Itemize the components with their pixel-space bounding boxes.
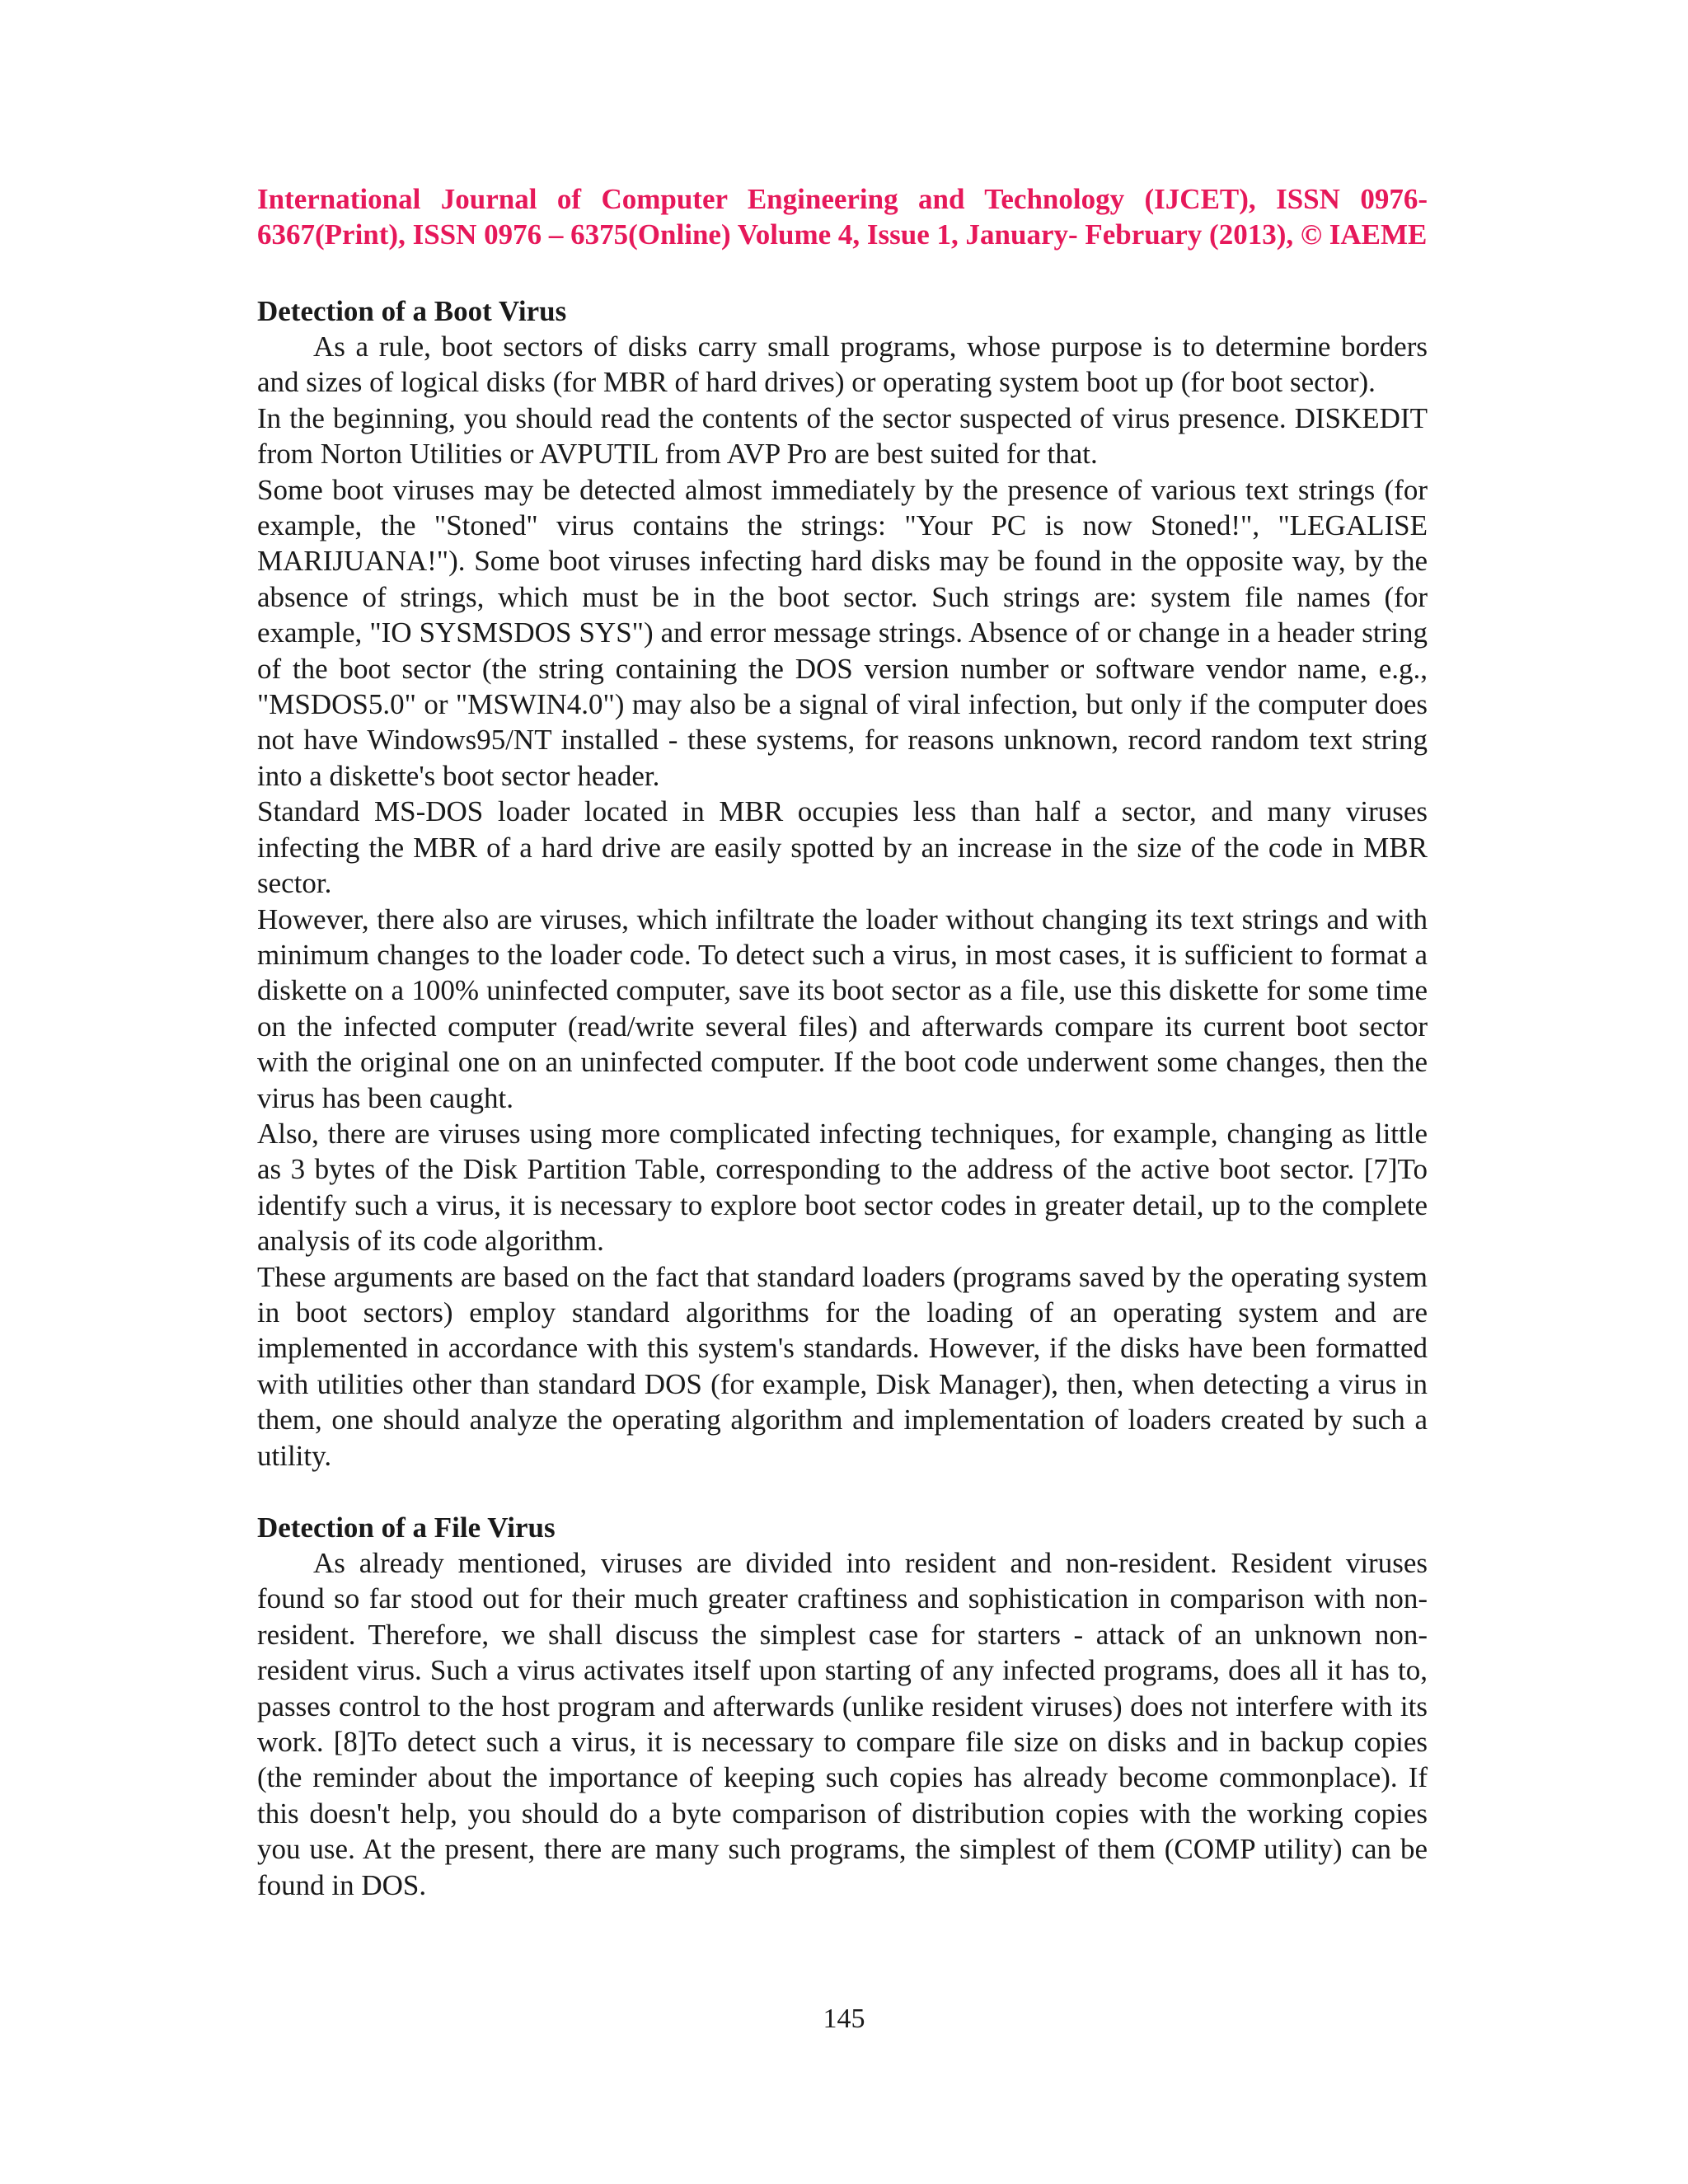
body-paragraph: Some boot viruses may be detected almost immediately by the presence of various text strings (for example, the "Stoned" virus contains the strings: "Your PC is now Stoned!", "LEGALISE MARIJUANA!"). Some boot viruses infecting hard disks may be found in the opposite way, by the absence of strings, which must be in the boot sector. Such strings are: system file names (for example, "IO SYSMSDOS SYS") and error message strings. Absence of or change in a header string of the boot sector (the string containing the DOS version number or software vendor name, e.g., "MSDOS5.0" or "MSWIN4.0") may also be a signal of viral infection, but only if the computer does not have Windows95/NT installed - these systems, for reasons unknown, record random text string into a diskette's boot sector header. [257, 473, 1428, 792]
body-paragraph: Also, there are viruses using more complicated infecting techniques, for example, changing as little as 3 bytes of the Disk Partition Table, corresponding to the address of the active boot sector. [7]To identify such a virus, it is necessary to explore boot sector codes in greater detail, up to the complete analysis of its code algorithm. [257, 1117, 1428, 1258]
body-paragraph: In the beginning, you should read the contents of the sector suspected of virus presence. DISKEDIT from Norton Utilities or AVPUTIL from AVP Pro are best suited for that. [257, 401, 1428, 471]
journal-header: International Journal of Computer Engineering and Technology (IJCET), ISSN 0976-6367(Print), ISSN 0976 – 6375(Online) Volume 4, Issue 1, January- February (2013), © IAEME [257, 183, 1428, 251]
body-paragraph: These arguments are based on the fact that standard loaders (programs saved by the operating system in boot sectors) employ standard algorithms for the loading of an operating system and are implemented in accordance with this system's standards. However, if the disks have been formatted with utilities other than standard DOS (for example, Disk Manager), then, when detecting a virus in them, one should analyze the operating algorithm and implementation of loaders created by such a utility. [257, 1260, 1428, 1472]
section-heading: Detection of a File Virus [257, 1511, 556, 1544]
page-number: 145 [823, 2004, 865, 2034]
section-boot-virus [257, 293, 1428, 1474]
body-paragraph: However, there also are viruses, which infiltrate the loader without changing its text strings and with minimum changes to the loader code. To detect such a virus, in most cases, it is sufficient to format a diskette on a 100% uninfected computer, save its boot sector as a file, use this diskette for some time on the infected computer (read/write several files) and afterwards compare its current boot sector with the original one on an uninfected computer. If the boot code underwent some changes, then the virus has been caught. [257, 902, 1428, 1114]
paper-page [257, 181, 1428, 1903]
body-paragraph: As already mentioned, viruses are divided into resident and non-resident. Resident viruses found so far stood out for their much greater craftiness and sophistication in comparison with non-resident. Therefore, we shall discuss the simplest case for starters - attack of an unknown non-resident virus. Such a virus activates itself upon starting of any infected programs, does all it has to, passes control to the host program and afterwards (unlike resident viruses) does not interfere with its work. [8]To detect such a virus, it is necessary to compare file size on disks and in backup copies (the reminder about the importance of keeping such copies has already become commonplace). If this doesn't help, you should do a byte comparison of distribution copies with the working copies you use. At the present, there are many such programs, the simplest of them (COMP utility) can be found in DOS. [257, 1547, 1428, 1901]
section-heading: Detection of a Boot Virus [257, 295, 567, 327]
body-paragraph: Standard MS-DOS loader located in MBR occupies less than half a sector, and many viruses infecting the MBR of a hard drive are easily spotted by an increase in the size of the code in MBR sector. [257, 795, 1428, 900]
body-paragraph: As a rule, boot sectors of disks carry small programs, whose purpose is to determine borders and sizes of logical disks (for MBR of hard drives) or operating system boot up (for boot sector). [257, 330, 1428, 399]
section-file-virus [257, 1510, 1428, 1903]
